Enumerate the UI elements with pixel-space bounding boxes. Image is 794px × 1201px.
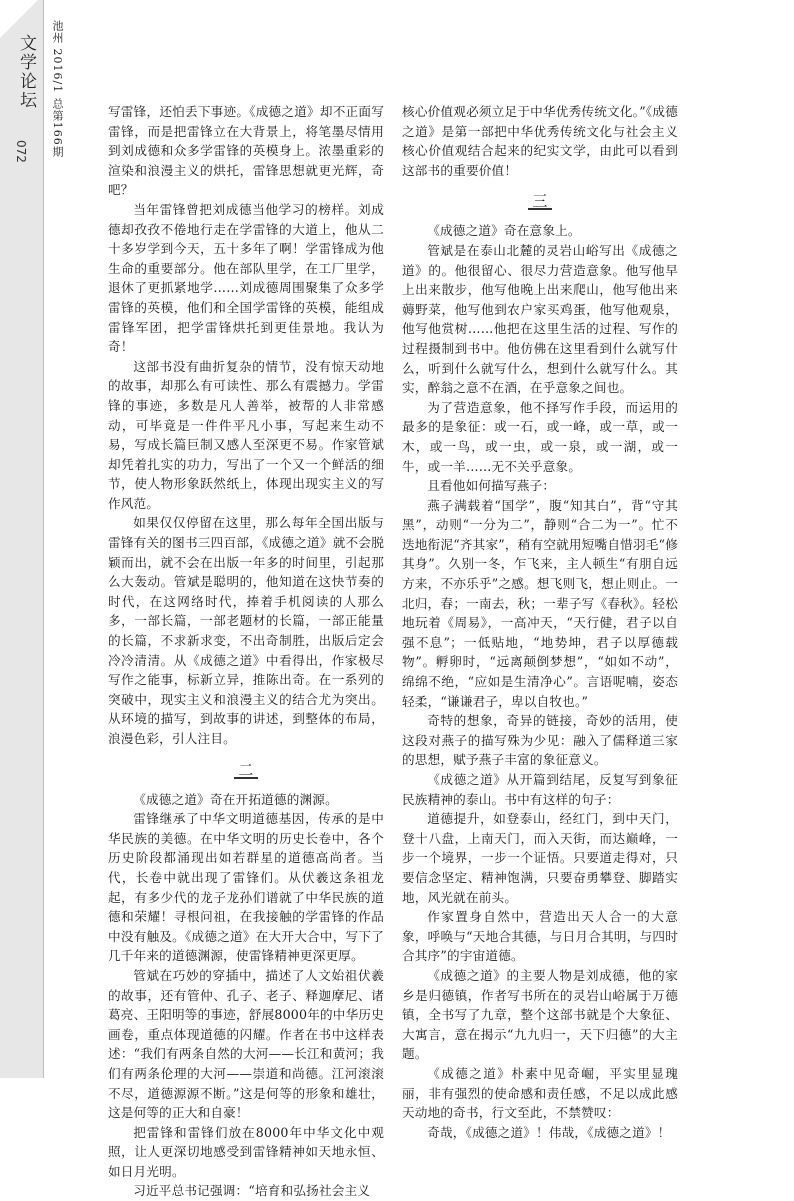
page-corner-fold: [0, 0, 38, 38]
paragraph: 如果仅仅停留在这里，那么每年全国出版与雷锋有关的图书三四百部，《成德之道》就不会脱颖而出，就不会在出版一年多的时间里，引起那么大轰动。管斌是聪明的，他知道在这快节奏的时代，在这网络时代，捧着手机阅读的人那么多，一部长篇，一部老题材的长篇，一部正能量的长篇，不求新求变，不出奇制胜，出版后定会冷冷清清。从《成德之道》中看得出，作家极尽写作之能事，标新立异，推陈出奇。在一系列的突破中，现实主义和浪漫主义的结合尤为突出。从环境的描写，到故事的讲述，到整体的布局，浪漫色彩，引人注目。: [108, 515, 384, 746]
paragraph: 《成德之道》朴素中见奇崛，平实里显瑰丽，非有强烈的使命感和责任感，不足以成此感天动地的奇书，行文至此，不禁赞叹：: [402, 1065, 678, 1121]
paragraph: 《成德之道》奇在意象上。: [427, 223, 581, 239]
paragraph: 管斌是在泰山北麓的灵岩山峪写出《成德之道》的。他很留心、很尽力营造意象。他写他早上出来散步，他写他晚上出来爬山，他写他出来薅野菜，他写他到农户家买鸡蛋，他写他观泉，他写他赏树……他把在这里生活的过程、写作的过程摄制到书中。他仿佛在这里看到什么就写什么，听到什么就写什么，想到什么就写什么。其实，醉翁之意不在酒，在乎意象之间也。: [402, 242, 678, 396]
paragraph: 《成德之道》奇在开拓道德的渊源。: [133, 791, 338, 807]
section-name: 文学论坛: [16, 34, 36, 110]
paragraph: 奇哉，《成德之道》！伟哉，《成德之道》！: [427, 1124, 671, 1140]
paragraph: 把雷锋和雷锋们放在8000年中华文化中观照，让人更深切地感受到雷锋精神如天地永恒、如日月光明。: [108, 1124, 384, 1179]
paragraph: 核心价值观必须立足于中华优秀传统文化。”《成德之道》是第一部把中华优秀传统文化与社会主义核心价值观结合起来的纪实文学，由此可以看到这部书的重要价值！: [402, 104, 678, 178]
paragraph: 为了营造意象，他不择写作手段，而运用的最多的是象征：或一石，或一峰，或一草，或一木，或一鸟，或一虫，或一泉，或一湖，或一牛，或一羊……无不关乎意象。: [402, 399, 678, 474]
paragraph: 燕子满载着“国学”，腹“知其白”，背“守其黑”，动则“一分为二”，静则“合二为一”。忙不迭地衔泥“齐其家”，稍有空就用短嘴自惜羽毛“修其身”。久别一冬，乍飞来，主人顿生“有朋自远方来，不亦乐乎”之感。想飞则飞，想止则止。一北归，春；一南去，秋；一辈子写《春秋》。轻松地玩着《周易》，一高冲天，“天行健，君子以自强不息”；一低贴地，“地势坤，君子以厚德载物”。孵卵时，“远离颠倒梦想”，“如如不动”，绵绵不绝，“应如是生清净心”。言语呢喃，姿态轻柔，“谦谦君子，卑以自牧也。”: [402, 497, 678, 709]
paragraph: 且看他如何描写燕子：: [427, 478, 556, 494]
side-divider: [43, 0, 44, 1078]
paragraph: 管斌在巧妙的穿插中，描述了人文始祖伏羲的故事，还有管仲、孔子、老子、释迦摩尼、诸葛亮、王阳明等的事迹，舒展8000年的中华历史画卷，重点体现道德的闪耀。作者在书中这样表述：“我们有两条自然的大河——长江和黄河；我们有两条伦理的大河——崇道和尚德。江河滚滚不尽，道德源源不断。”这是何等的形象和雄壮，这是何等的正大和自豪！: [108, 967, 384, 1121]
section-heading: [108, 760, 384, 780]
paragraph: 作家置身自然中，营造出天人合一的大意象，呼唤与“天地合其德，与日月合其明，与四时合其序”的宇宙道德。: [402, 909, 678, 964]
paragraph: 习近平总书记强调：“培育和弘扬社会主义: [133, 1183, 371, 1199]
issue-label: 池州 2016/1 总第166期: [51, 20, 64, 158]
paragraph: 雷锋继承了中华文明道德基因，传承的是中华民族的美德。在中华文明的历史长卷中，各个历史阶段都涌现出如若群星的道德高尚者。当代，长卷中就出现了雷锋们。从伏羲这条祖龙起，有多少代的龙子龙孙们谱就了中华民族的道德和荣耀！寻根问祖，在我接触的学雷锋的作品中没有触及。《成德之道》在大开大合中，写下了几千年来的道德渊源，使雷锋精神更深更厚。: [108, 811, 384, 964]
paragraph: 当年雷锋曾把刘成德当他学习的榜样。刘成德却孜孜不倦地行走在学雷锋的大道上，他从二十多岁学到今天，五十多年了啊！学雷锋成为他生命的重要部分。他在部队里学，在工厂里学，退休了更抓紧地学……刘成德周围聚集了众多学雷锋的英模，他们和全国学雷锋的英模，能组成雷锋军团，把学雷锋烘托到更佳景地。我认为奇！: [108, 201, 384, 355]
paragraph: 《成德之道》的主要人物是刘成德，他的家乡是归德镇，作者写书所在的灵岩山峪属于万德镇，全书写了九章，整个这部书就是个大象征、大寓言，意在揭示“九九归一，天下归德”的大主题。: [402, 967, 678, 1062]
paragraph: 奇特的想象，奇异的链接，奇妙的活用，使这段对燕子的描写殊为少见：融入了儒释道三家的思想，赋予燕子丰富的象征意义。: [402, 713, 678, 768]
section-heading-number: 二: [234, 763, 257, 779]
paragraph: 《成德之道》从开篇到结尾，反复写到象征民族精神的泰山。书中有这样的句子：: [402, 772, 678, 807]
section-heading-number: 三: [528, 194, 551, 210]
paragraph: 这部书没有曲折复杂的情节，没有惊天动地的故事，却那么有可读性、那么有震撼力。学雷锋的事迹，多数是凡人善举，被帮的人非常感动，可毕竟是一件件平凡小事，写起来生动不易，写成长篇巨制又感人至深更不易。作家管斌却凭着扎实的功力，写出了一个又一个鲜活的细节，使人物形象跃然纸上，体现出现实主义的写作风范。: [108, 358, 384, 511]
left-column: [108, 102, 384, 1201]
page-number: 072: [14, 140, 28, 163]
paragraph: 道德提升，如登泰山，经红门，到中天门，登十八盘，上南天门，而入天街，而达巅峰，一步一个境界，一步一个证悟。只要道走得对，只要信念坚定、精神饱满，只要奋勇攀登、脚踏实地，风光就在前头。: [402, 811, 678, 905]
section-heading: [402, 191, 678, 211]
right-column: [402, 102, 678, 1142]
paragraph: 写雷锋，还怕丢下事迹。《成德之道》却不正面写雷锋，而是把雷锋立在大背景上，将笔墨尽情用到刘成德和众多学雷锋的英模身上。浓墨重彩的渲染和浪漫主义的烘托，雷锋思想就更光辉，奇吧？: [108, 104, 384, 198]
